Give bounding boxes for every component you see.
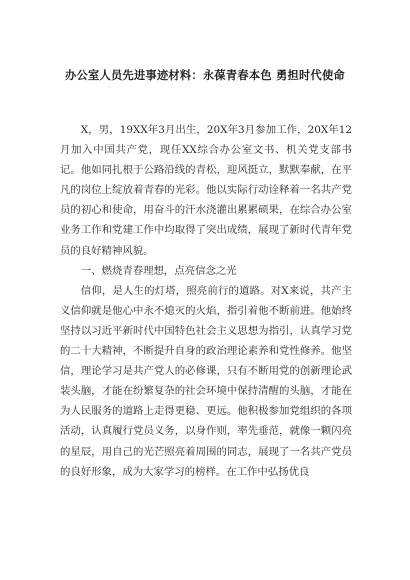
intro-paragraph: X，男，19XX年3月出生，20X年3月参加工作，20X年12月加入中国共产党，现任XX综合办公室文书、机关党支部书记。他如同扎根于公路沿线的青松，迎风挺立，默默奉献，在平凡的岗位上绽放着青春的光彩。他以实际行动诠释着一名共产党员的初心和使命，用奋斗的汗水浇灌出累累硕果，在综合办公室业务工作和党建工作中均取得了突出成绩，展现了新时代青年党员的良好精神风貌。 [60,124,352,257]
document-title: 办公室人员先进事迹材料：永葆青春本色 勇担时代使命 [65,69,345,82]
section-heading: 一、燃烧青春理想，点亮信念之光 [80,264,237,277]
document-body [60,120,352,482]
body-paragraph: 信仰，是人生的灯塔，照亮前行的道路。对X来说，共产主义信仰就是他心中永不熄灭的火焰，指引着他不断前进。他始终坚持以习近平新时代中国特色社会主义思想为指引，认真学习党的二十大精神，不断提升自身的政治理论素养和党性修养。他坚信，理论学习是共产党人的必修课，只有不断用党的创新理论武装头脑，才能在纷繁复杂的社会环境中保持清醒的头脑，才能在为人民服务的道路上走得更稳、更远。他积极参加党组织的各项活动，认真履行党员义务，以身作则，率先垂范，就像一颗闪亮的星辰，用自己的光芒照亮着周围的同志，展现了一名共产党员的良好形象，成为大家学习的榜样。在工作中弘扬优良 [60,284,352,478]
